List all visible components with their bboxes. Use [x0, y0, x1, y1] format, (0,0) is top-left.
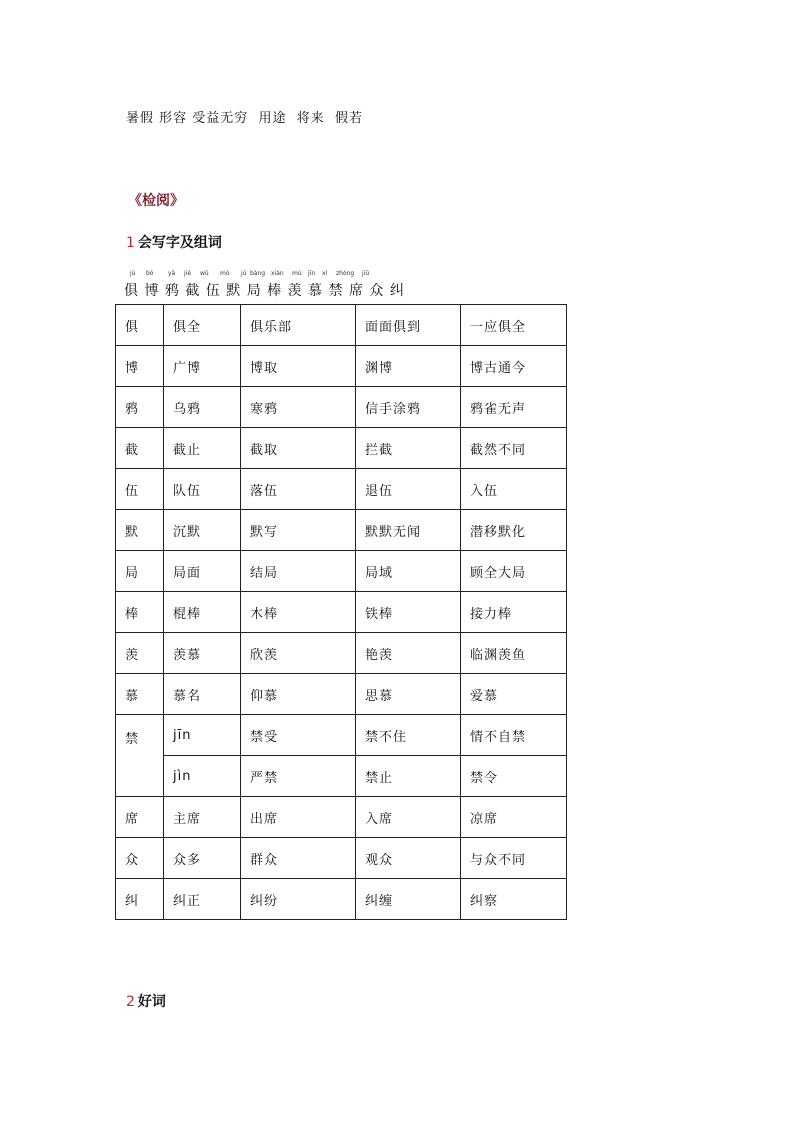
word-cell: 拦截	[356, 428, 461, 469]
word-cell: 爱慕	[461, 674, 567, 715]
table-row	[116, 469, 567, 510]
word-cell: 截止	[164, 428, 241, 469]
word-cell: 凉席	[461, 797, 567, 838]
word-cell: 信手涂鸦	[356, 387, 461, 428]
word-cell: 结局	[241, 551, 356, 592]
heading-text: 会写字及组词	[137, 235, 222, 251]
table-row	[116, 715, 567, 756]
character-cell: 席	[116, 797, 164, 838]
word-cell: 思慕	[356, 674, 461, 715]
character-cell: 羡	[116, 633, 164, 674]
word-cell: 落伍	[241, 469, 356, 510]
word-cell: jīn	[164, 715, 241, 756]
word-cell: 局域	[356, 551, 461, 592]
table-row	[116, 879, 567, 920]
word-cell: 潜移默化	[461, 510, 567, 551]
word-cell: 禁不住	[356, 715, 461, 756]
table-row	[116, 633, 567, 674]
pinyin-label: mò	[220, 270, 230, 277]
table-row	[116, 756, 567, 797]
word-cell: 局面	[164, 551, 241, 592]
table-row	[116, 674, 567, 715]
word-list-line: 暑假 形容 受益无穷 用途 将来 假若	[126, 111, 364, 126]
word-cell: 纠纷	[241, 879, 356, 920]
character-cell: 伍	[116, 469, 164, 510]
word-cell: 慕名	[164, 674, 241, 715]
word-cell: 截取	[241, 428, 356, 469]
table-row	[116, 797, 567, 838]
word-cell: 面面俱到	[356, 305, 461, 346]
word-cell: 沉默	[164, 510, 241, 551]
word-cell: 情不自禁	[461, 715, 567, 756]
word-cell: 观众	[356, 838, 461, 879]
word-cell: 羡慕	[164, 633, 241, 674]
word-cell: 顾全大局	[461, 551, 567, 592]
table-row	[116, 387, 567, 428]
table-row	[116, 551, 567, 592]
pinyin-label: jié	[184, 270, 192, 277]
heading-write-words	[126, 232, 222, 252]
word-cell: 众多	[164, 838, 241, 879]
word-cell: 主席	[164, 797, 241, 838]
table-row	[116, 838, 567, 879]
word-cell: 棍棒	[164, 592, 241, 633]
word-cell: 退伍	[356, 469, 461, 510]
word-cell: 禁受	[241, 715, 356, 756]
character-cell: 默	[116, 510, 164, 551]
word-cell: 俱乐部	[241, 305, 356, 346]
pinyin-label: bàng	[250, 270, 266, 277]
heading-number: 2	[126, 994, 135, 1010]
word-cell: 渊博	[356, 346, 461, 387]
word-cell: 乌鸦	[164, 387, 241, 428]
pinyin-label: mù	[292, 270, 302, 277]
word-cell: 临渊羡鱼	[461, 633, 567, 674]
character-cell: 纠	[116, 879, 164, 920]
pinyin-label: xí	[322, 270, 328, 277]
character-cell: 慕	[116, 674, 164, 715]
word-cell: 纠缠	[356, 879, 461, 920]
word-cell: 广博	[164, 346, 241, 387]
character-cell: 禁	[116, 715, 164, 797]
word-cell: jìn	[164, 756, 241, 797]
word-cell: 默默无闻	[356, 510, 461, 551]
character-list: 俱 博 鸦 截 伍 默 局 棒 羡 慕 禁 席 众 纠	[124, 283, 405, 299]
word-cell: 铁棒	[356, 592, 461, 633]
character-cell: 局	[116, 551, 164, 592]
table-row	[116, 346, 567, 387]
word-cell: 群众	[241, 838, 356, 879]
character-cell: 截	[116, 428, 164, 469]
heading-good-words	[126, 991, 166, 1011]
word-cell: 仰慕	[241, 674, 356, 715]
pinyin-label: bó	[146, 270, 154, 277]
word-cell: 博古通今	[461, 346, 567, 387]
word-cell: 默写	[241, 510, 356, 551]
word-cell: 接力棒	[461, 592, 567, 633]
pinyin-label: jīn	[308, 270, 316, 277]
character-cell: 俱	[116, 305, 164, 346]
table-row	[116, 592, 567, 633]
word-cell: 艳羡	[356, 633, 461, 674]
word-cell: 一应俱全	[461, 305, 567, 346]
word-cell: 木棒	[241, 592, 356, 633]
word-cell: 队伍	[164, 469, 241, 510]
pinyin-label: xiàn	[271, 270, 284, 277]
word-cell: 出席	[241, 797, 356, 838]
vocabulary-table	[115, 304, 567, 920]
table-row	[116, 428, 567, 469]
character-cell: 鸦	[116, 387, 164, 428]
heading-text: 好词	[137, 994, 166, 1010]
word-cell: 入席	[356, 797, 461, 838]
section-title: 《检阅》	[128, 193, 184, 209]
pinyin-label: jú	[241, 270, 247, 277]
character-cell: 棒	[116, 592, 164, 633]
pinyin-label: jù	[130, 270, 136, 277]
pinyin-label: yā	[168, 270, 176, 277]
word-cell: 截然不同	[461, 428, 567, 469]
pinyin-row	[126, 270, 386, 280]
word-cell: 纠察	[461, 879, 567, 920]
table-row	[116, 305, 567, 346]
word-cell: 欣羡	[241, 633, 356, 674]
table-row	[116, 510, 567, 551]
word-cell: 纠正	[164, 879, 241, 920]
heading-number: 1	[126, 235, 135, 251]
word-cell: 鸦雀无声	[461, 387, 567, 428]
character-cell: 博	[116, 346, 164, 387]
word-cell: 博取	[241, 346, 356, 387]
word-cell: 俱全	[164, 305, 241, 346]
word-cell: 禁令	[461, 756, 567, 797]
word-cell: 禁止	[356, 756, 461, 797]
character-cell: 众	[116, 838, 164, 879]
word-cell: 入伍	[461, 469, 567, 510]
pinyin-label: wǔ	[200, 270, 209, 277]
word-cell: 严禁	[241, 756, 356, 797]
word-cell: 与众不同	[461, 838, 567, 879]
pinyin-label: jiū	[362, 270, 370, 277]
word-cell: 寒鸦	[241, 387, 356, 428]
pinyin-label: zhòng	[336, 270, 355, 277]
